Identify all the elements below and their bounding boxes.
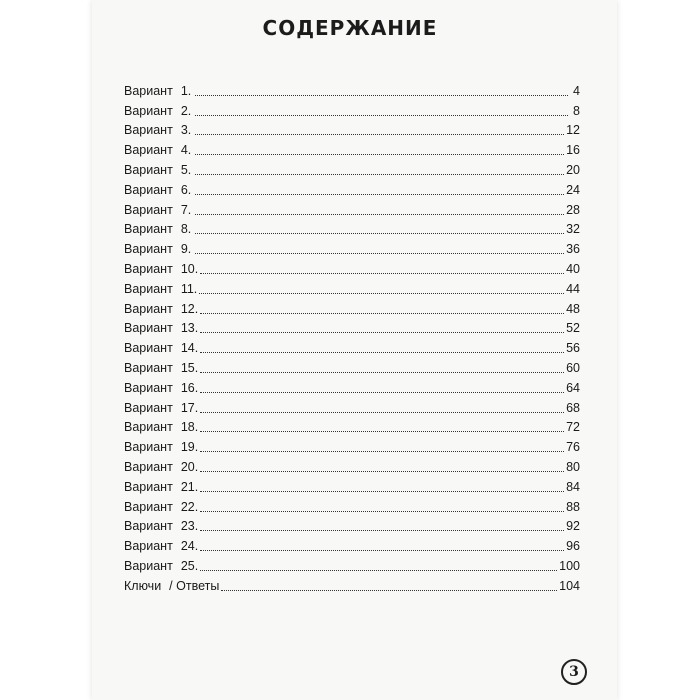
dot-leader	[200, 490, 564, 492]
toc-entry-label	[124, 163, 195, 178]
toc-entry-word: Вариант	[124, 202, 173, 217]
toc-entry-page: 12	[566, 123, 580, 138]
toc-entry-number: 15.	[180, 360, 199, 375]
table-of-contents	[124, 81, 580, 596]
toc-entry-word: Ключи	[124, 578, 162, 593]
toc-entry	[124, 358, 580, 378]
toc-entry-page: 60	[566, 360, 580, 375]
toc-entry-page: 84	[566, 479, 580, 494]
toc-entry-page: 88	[566, 499, 580, 514]
toc-entry-label	[124, 579, 221, 594]
toc-entry-word: Вариант	[124, 242, 173, 257]
toc-entry-page: 80	[566, 459, 580, 474]
toc-entry-word: Вариант	[124, 380, 173, 395]
toc-entry-label	[124, 440, 200, 455]
toc-entry-number: 18.	[180, 420, 199, 435]
toc-entry-word: Вариант	[124, 400, 173, 415]
toc-entry-label	[124, 84, 195, 99]
toc-entry	[124, 536, 580, 556]
dot-leader	[195, 153, 564, 155]
toc-entry	[124, 398, 580, 418]
toc-entry-page: 40	[566, 261, 580, 276]
toc-entry	[124, 319, 580, 339]
toc-entry	[124, 259, 580, 279]
toc-entry-page: 16	[566, 143, 580, 158]
toc-entry-page: 64	[566, 380, 580, 395]
toc-entry-label	[124, 262, 200, 277]
toc-entry-label	[124, 203, 195, 218]
toc-entry-page: 68	[566, 400, 580, 415]
toc-entry-page: 100	[559, 558, 580, 573]
dot-leader	[200, 272, 564, 274]
toc-entry-word: Вариант	[124, 321, 173, 336]
toc-entry-word: Вариант	[124, 479, 173, 494]
toc-entry-word: Вариант	[124, 459, 173, 474]
dot-leader	[195, 94, 568, 96]
toc-entry-page: 72	[566, 420, 580, 435]
toc-entry-label	[124, 123, 195, 138]
toc-entry-word: Вариант	[124, 261, 173, 276]
toc-entry-page: 104	[559, 578, 580, 593]
toc-entry-word: Вариант	[124, 83, 173, 98]
toc-entry-label	[124, 401, 200, 416]
toc-entry-label	[124, 381, 200, 396]
toc-entry-number: 10.	[180, 261, 199, 276]
toc-entry-page: 76	[566, 440, 580, 455]
toc-entry	[124, 81, 580, 101]
toc-entry-number: 14.	[180, 341, 199, 356]
page-title: СОДЕРЖАНИЕ	[262, 16, 438, 40]
dot-leader	[200, 391, 564, 393]
dot-leader	[200, 411, 564, 413]
toc-entry-word: Вариант	[124, 519, 173, 534]
toc-entry-number: 19.	[180, 440, 199, 455]
page-number-badge	[561, 659, 587, 685]
toc-entry	[124, 576, 580, 596]
toc-entry-word: Вариант	[124, 440, 173, 455]
dot-leader	[200, 549, 564, 551]
toc-entry	[124, 437, 580, 457]
toc-entry	[124, 180, 580, 200]
dot-leader	[200, 510, 564, 512]
toc-entry-page: 32	[566, 222, 580, 237]
toc-entry-number: 16.	[180, 380, 199, 395]
toc-entry-number: 24.	[180, 539, 199, 554]
toc-entry-number: 12.	[180, 301, 199, 316]
toc-entry-page: 36	[566, 242, 580, 257]
dot-leader	[200, 312, 564, 314]
toc-entry-label	[124, 183, 195, 198]
toc-entry-label	[124, 519, 200, 534]
toc-entry-word: Вариант	[124, 420, 173, 435]
dot-leader	[195, 252, 564, 254]
dot-leader	[200, 470, 564, 472]
toc-entry-word: Вариант	[124, 360, 173, 375]
toc-entry-number: 21.	[180, 479, 199, 494]
toc-entry-label	[124, 242, 195, 257]
toc-entry-page: 48	[566, 301, 580, 316]
dot-leader	[195, 232, 564, 234]
toc-entry-label	[124, 143, 195, 158]
toc-entry-number: 25.	[180, 558, 199, 573]
dot-leader	[200, 351, 564, 353]
toc-entry-page: 24	[566, 182, 580, 197]
toc-entry-number: 3.	[180, 123, 192, 138]
dot-leader	[200, 569, 557, 571]
toc-entry-page: 56	[566, 341, 580, 356]
toc-entry	[124, 497, 580, 517]
toc-entry-label	[124, 361, 200, 376]
dot-leader	[195, 193, 564, 195]
toc-entry-word: Вариант	[124, 301, 173, 316]
dot-leader	[195, 213, 564, 215]
dot-leader	[200, 529, 564, 531]
toc-entry	[124, 517, 580, 537]
toc-entry-number: 22.	[180, 499, 199, 514]
toc-entry	[124, 140, 580, 160]
toc-entry-label	[124, 559, 200, 574]
toc-entry-word: Вариант	[124, 281, 173, 296]
toc-entry-page: 8	[573, 103, 580, 118]
toc-entry-label	[124, 282, 199, 297]
toc-entry-number: 9.	[180, 242, 192, 257]
dot-leader	[200, 331, 564, 333]
toc-entry	[124, 477, 580, 497]
toc-entry-word: Вариант	[124, 558, 173, 573]
dot-leader	[195, 133, 564, 135]
toc-entry-label	[124, 460, 200, 475]
toc-entry	[124, 220, 580, 240]
toc-entry-label	[124, 302, 200, 317]
toc-entry-page: 44	[566, 281, 580, 296]
dot-leader	[200, 450, 564, 452]
toc-entry	[124, 556, 580, 576]
toc-entry-label	[124, 420, 200, 435]
toc-entry-label	[124, 321, 200, 336]
toc-entry-page: 92	[566, 519, 580, 534]
toc-entry-label	[124, 500, 200, 515]
toc-entry	[124, 200, 580, 220]
toc-entry-number: 8.	[180, 222, 192, 237]
toc-entry-number: 5.	[180, 162, 192, 177]
dot-leader	[221, 589, 557, 591]
dot-leader	[200, 371, 564, 373]
toc-entry-word: Вариант	[124, 499, 173, 514]
toc-entry	[124, 338, 580, 358]
toc-entry-word: Вариант	[124, 103, 173, 118]
toc-entry	[124, 378, 580, 398]
toc-entry-number: / Ответы	[169, 578, 220, 593]
toc-entry-number: 4.	[180, 143, 192, 158]
toc-entry-number: 7.	[180, 202, 192, 217]
dot-leader	[199, 292, 564, 294]
toc-entry-number: 1.	[180, 83, 192, 98]
toc-entry-word: Вариант	[124, 222, 173, 237]
dot-leader	[195, 114, 568, 116]
toc-entry-word: Вариант	[124, 162, 173, 177]
toc-entry-number: 11.	[180, 281, 198, 296]
toc-entry-word: Вариант	[124, 123, 173, 138]
toc-entry-number: 20.	[180, 459, 199, 474]
toc-entry-page: 28	[566, 202, 580, 217]
page-number: 3	[569, 664, 579, 680]
toc-entry-label	[124, 341, 200, 356]
toc-entry-word: Вариант	[124, 341, 173, 356]
toc-entry-page: 20	[566, 162, 580, 177]
toc-entry	[124, 239, 580, 259]
toc-entry-label	[124, 480, 200, 495]
toc-entry-number: 6.	[180, 182, 192, 197]
toc-entry-number: 17.	[180, 400, 199, 415]
toc-entry-word: Вариант	[124, 143, 173, 158]
toc-entry-number: 13.	[180, 321, 199, 336]
toc-entry-page: 52	[566, 321, 580, 336]
toc-entry-label	[124, 539, 200, 554]
toc-entry	[124, 418, 580, 438]
toc-entry-number: 2.	[180, 103, 192, 118]
toc-entry-word: Вариант	[124, 539, 173, 554]
toc-entry	[124, 457, 580, 477]
toc-entry-label	[124, 104, 195, 119]
toc-entry	[124, 299, 580, 319]
toc-entry-page: 4	[573, 83, 580, 98]
toc-entry-number: 23.	[180, 519, 199, 534]
dot-leader	[200, 430, 564, 432]
toc-entry	[124, 160, 580, 180]
toc-entry	[124, 279, 580, 299]
toc-entry-word: Вариант	[124, 182, 173, 197]
toc-entry	[124, 101, 580, 121]
toc-entry	[124, 121, 580, 141]
toc-entry-page: 96	[566, 539, 580, 554]
dot-leader	[195, 173, 564, 175]
toc-entry-label	[124, 222, 195, 237]
